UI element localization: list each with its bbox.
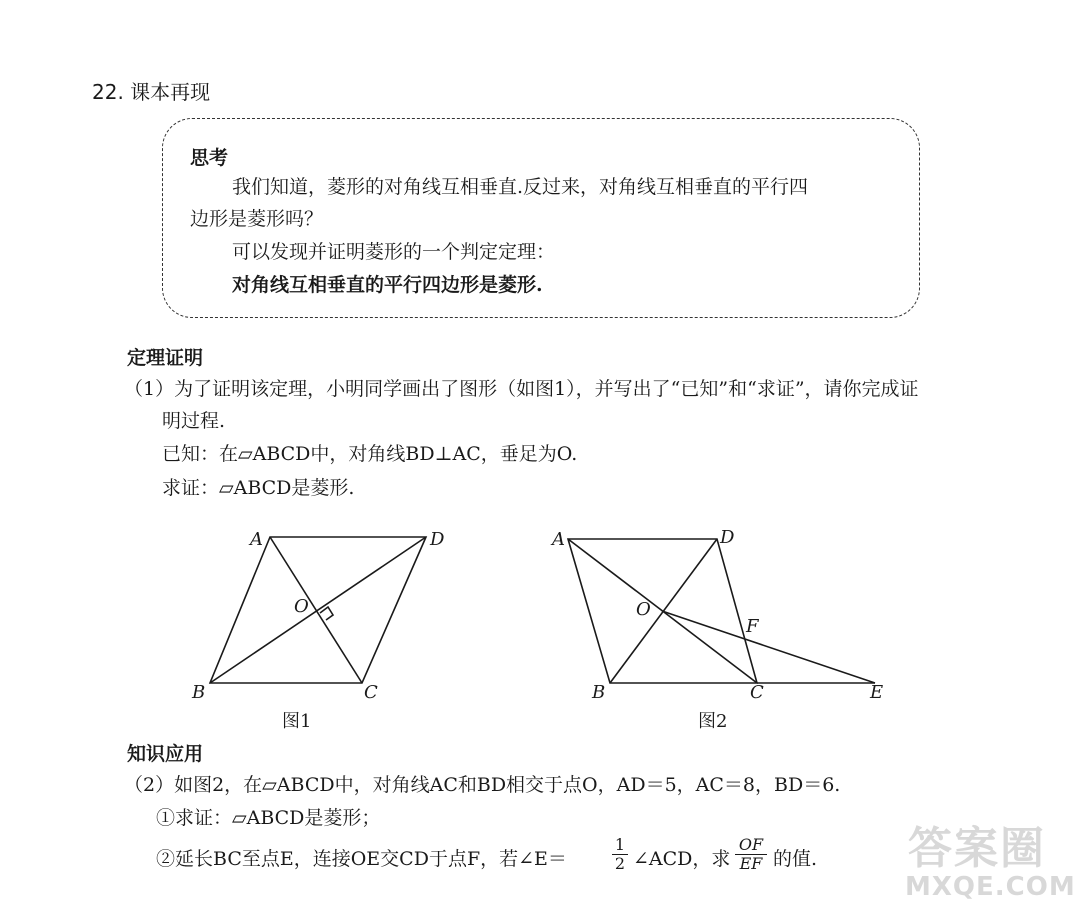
fig2-label-b: B	[592, 682, 606, 703]
fig2-label-c: C	[750, 682, 764, 703]
part1-line-2: 明过程.	[162, 410, 226, 432]
fig1-label-b: B	[192, 682, 206, 703]
watermark-url: MXQE.COM	[905, 872, 1076, 902]
think-line-1: 我们知道，菱形的对角线互相垂直.反过来，对角线互相垂直的平行四	[232, 176, 809, 198]
part1-line-1: （1）为了证明该定理，小明同学画出了图形（如图1），并写出了“已知”和“求证”，请你完成证	[124, 378, 919, 400]
problem-title: 22. 课本再现	[92, 80, 211, 104]
fig2-label-d: D	[720, 527, 735, 548]
fig2-label-e: E	[870, 682, 884, 703]
proof-heading: 定理证明	[127, 347, 204, 369]
think-heading: 思考	[190, 147, 229, 169]
ratio-fraction	[735, 836, 767, 873]
fig2-segment-oe	[662, 611, 875, 683]
think-line-3: 可以发现并证明菱形的一个判定定理：	[232, 241, 556, 263]
fig2-caption: 图2	[698, 711, 728, 732]
theorem-statement: 对角线互相垂直的平行四边形是菱形.	[232, 274, 543, 296]
sub-question-1: ①求证：▱ABCD是菱形；	[156, 807, 381, 829]
half-numerator: 1	[612, 836, 628, 855]
given-statement: 已知：在▱ABCD中，对角线BD⊥AC，垂足为O.	[162, 443, 578, 465]
fig2-label-f: F	[746, 616, 759, 637]
fig1-label-o: O	[294, 596, 309, 617]
fig2-label-a: A	[552, 529, 565, 550]
half-denominator: 2	[614, 854, 626, 873]
ratio-denominator: EF	[739, 854, 763, 873]
application-heading: 知识应用	[127, 743, 204, 765]
think-line-2: 边形是菱形吗？	[190, 208, 324, 230]
prove-statement: 求证：▱ABCD是菱形.	[162, 477, 355, 499]
fig2-label-o: O	[636, 599, 651, 620]
sub-question-2-suffix: 的值.	[773, 848, 818, 870]
fig1-caption: 图1	[282, 711, 312, 732]
part2-statement: （2）如图2，在▱ABCD中，对角线AC和BD相交于点O，AD＝5，AC＝8，BD＝6.	[124, 774, 841, 796]
sub-question-2-middle: ∠ACD，求	[633, 848, 731, 870]
fig1-label-c: C	[364, 682, 378, 703]
half-fraction	[612, 836, 628, 873]
watermark-logo: 答案圈	[908, 823, 1046, 874]
fig1-label-a: A	[250, 529, 263, 550]
sub-question-2-prefix: ②延长BC至点E，连接OE交CD于点F，若∠E＝	[156, 848, 567, 870]
fig1-label-d: D	[430, 529, 445, 550]
ratio-numerator: OF	[735, 836, 767, 855]
